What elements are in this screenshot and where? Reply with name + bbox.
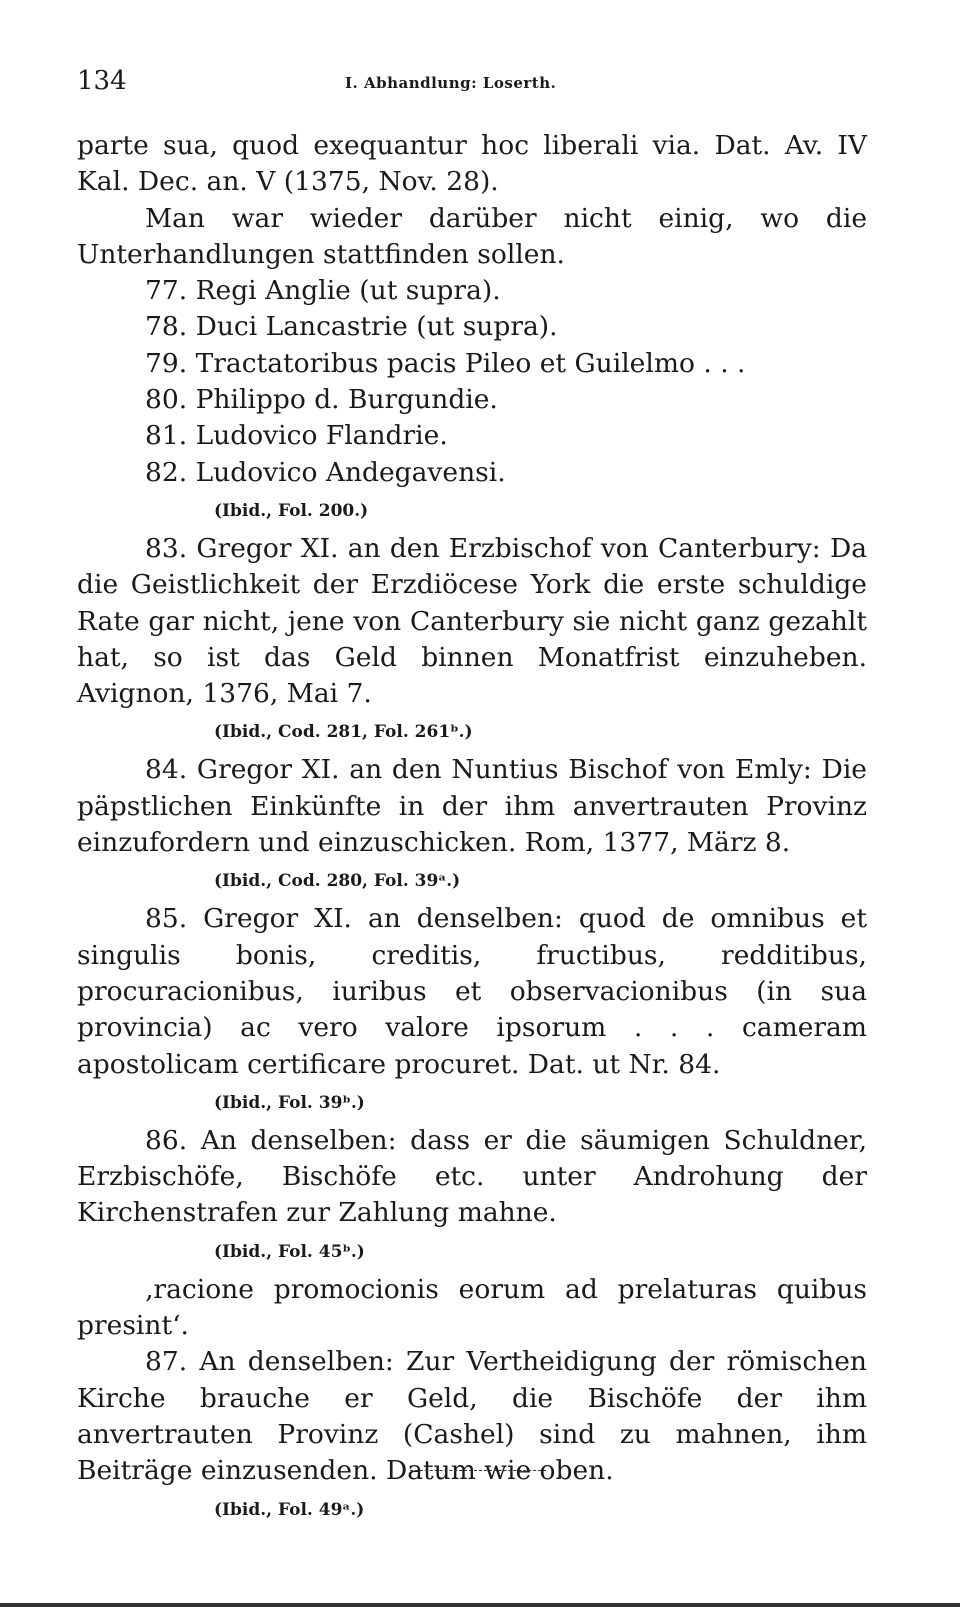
section-rule bbox=[410, 1470, 546, 1471]
scan-edge bbox=[0, 1603, 960, 1607]
entry-81: 81. Ludovico Flandrie. bbox=[145, 420, 448, 452]
citation: (Ibid., Cod. 281, Fol. 261ᵇ.) bbox=[214, 722, 473, 743]
entry-83: 83. Gregor XI. an den Erzbischof von Canterbury: Da die Geistlichkeit der Erzdiöcese York die erste schuldige Rate gar nicht, jene von Canterbury sie nicht ganz gezahlt hat, so ist das Geld binnen Monatfrist einzuheben. Avignon, 1376, Mai 7. bbox=[77, 532, 867, 710]
quotation: ‚racione promocionis eorum ad prelaturas quibus presint‘. bbox=[77, 1273, 867, 1342]
citation: (Ibid., Fol. 49ᵃ.) bbox=[214, 1499, 365, 1520]
entry-87: 87. An denselben: Zur Vertheidigung der römischen Kirche brauche er Geld, die Bischöfe der ihm anvertrauten Provinz (Cashel) sind zu mahnen, ihm Beiträge einzusenden. Datum wie oben. bbox=[77, 1346, 867, 1487]
citation: (Ibid., Cod. 280, Fol. 39ᵃ.) bbox=[214, 871, 461, 892]
entry-84: 84. Gregor XI. an den Nuntius Bischof von Emly: Die päpstlichen Einkünfte in der ihm anvertrauten Provinz einzufordern und einzuschicken. Rom, 1377, März 8. bbox=[77, 754, 867, 859]
page-header bbox=[77, 66, 883, 102]
entry-85: 85. Gregor XI. an denselben: quod de omnibus et singulis bonis, creditis, fructibus, redditibus, procuracionibus, iuribus et observacionibus (in sua provincia) ac vero valore ipsorum . . . cameram apostolicam certificare procuret. Dat. ut Nr. 84. bbox=[77, 903, 867, 1080]
page-body bbox=[77, 128, 867, 1530]
entry-86: 86. An denselben: dass er die säumigen Schuldner, Erzbischöfe, Bischöfe etc. unter Androhung der Kirchenstrafen zur Zahlung mahne. bbox=[77, 1124, 867, 1229]
paragraph-note: Man war wieder darüber nicht einig, wo die Unterhandlungen stattfinden sollen. bbox=[77, 202, 867, 270]
entry-78: 78. Duci Lancastrie (ut supra). bbox=[145, 311, 558, 343]
citation: (Ibid., Fol. 200.) bbox=[214, 500, 369, 521]
entry-77: 77. Regi Anglie (ut supra). bbox=[145, 275, 501, 307]
entry-82: 82. Ludovico Andegavensi. bbox=[145, 456, 506, 488]
running-title: I. Abhandlung: Loserth. bbox=[345, 74, 557, 92]
paragraph-continuation: parte sua, quod exequantur hoc liberali via. Dat. Av. IV Kal. Dec. an. V (1375, Nov. 28). bbox=[77, 130, 867, 198]
citation: (Ibid., Fol. 45ᵇ.) bbox=[214, 1241, 365, 1262]
entry-80: 80. Philippo d. Burgundie. bbox=[145, 384, 498, 416]
page-number: 134 bbox=[77, 66, 127, 96]
citation: (Ibid., Fol. 39ᵇ.) bbox=[214, 1092, 365, 1113]
entry-79: 79. Tractatoribus pacis Pileo et Guilelmo . . . bbox=[145, 347, 746, 379]
